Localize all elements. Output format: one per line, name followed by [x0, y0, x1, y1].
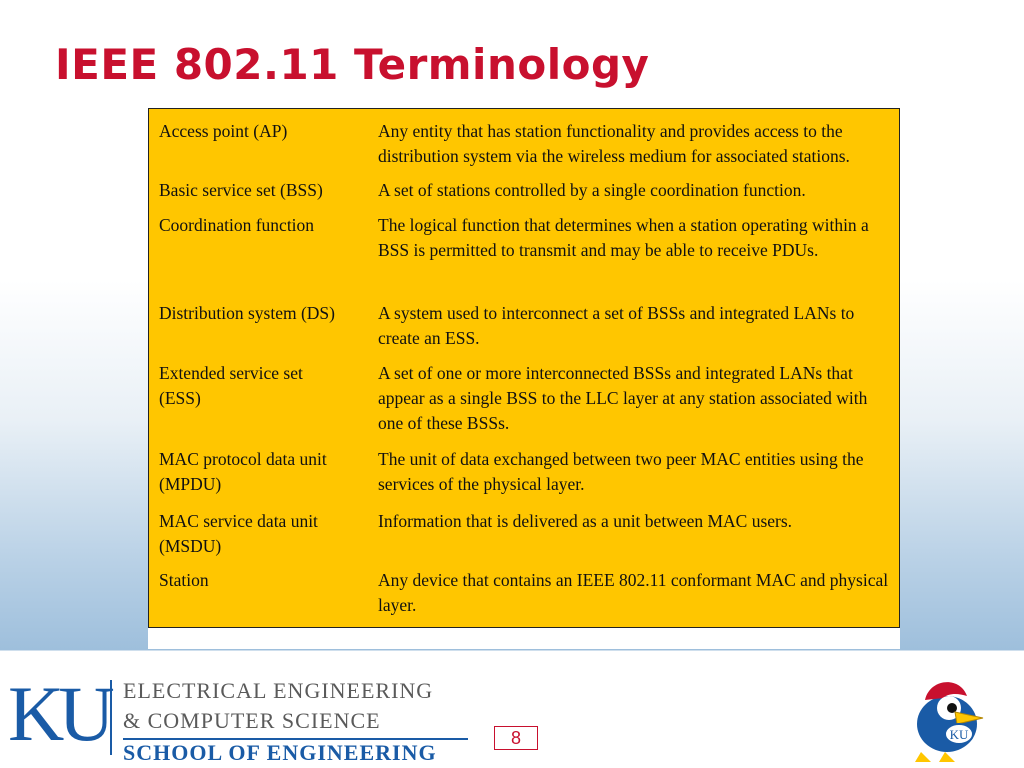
- term-cell: Station: [159, 570, 209, 590]
- definition-cell: A set of stations controlled by a single coordination function.: [378, 180, 806, 200]
- definition-cell: Any entity that has station functionality and provides access to the distribution system via the wireless medium for associated stations.: [378, 121, 850, 166]
- definition-cell: Information that is delivered as a unit between MAC users.: [378, 511, 793, 531]
- svg-text:KU: KU: [949, 727, 969, 742]
- definition-cell: Any device that contains an IEEE 802.11 conformant MAC and physical layer.: [378, 570, 889, 615]
- department-line-2: & COMPUTER SCIENCE: [123, 708, 381, 733]
- definition-cell: The logical function that determines when a station operating within a BSS is permitted to transmit and may be able to receive PDUs.: [378, 215, 869, 260]
- jayhawk-mascot-icon: [905, 672, 989, 764]
- terminology-table-container: [148, 108, 900, 649]
- term-cell: Distribution system (DS): [159, 303, 335, 323]
- term-cell: MAC service data unit (MSDU): [159, 511, 318, 556]
- term-cell: Access point (AP): [159, 121, 288, 141]
- page-number: 8: [494, 726, 538, 750]
- slide-title: IEEE 802.11 Terminology: [55, 40, 650, 89]
- term-cell: Coordination function: [159, 215, 315, 235]
- term-cell: MAC protocol data unit (MPDU): [159, 449, 327, 494]
- definition-cell: A set of one or more interconnected BSSs and integrated LANs that appear as a single BSS to the LLC layer at any station associated with one of these BSSs.: [378, 363, 868, 433]
- term-cell: Basic service set (BSS): [159, 180, 323, 200]
- department-line-1: ELECTRICAL ENGINEERING: [123, 678, 434, 703]
- terminology-table: [148, 108, 900, 628]
- definition-cell: A system used to interconnect a set of BSSs and integrated LANs to create an ESS.: [378, 303, 855, 348]
- school-name: SCHOOL OF ENGINEERING: [123, 740, 437, 765]
- logo-divider: [110, 680, 112, 755]
- definition-cell: The unit of data exchanged between two peer MAC entities using the services of the physical layer.: [378, 449, 864, 494]
- term-cell: Extended service set (ESS): [159, 363, 303, 408]
- ku-logo: KU: [8, 670, 109, 757]
